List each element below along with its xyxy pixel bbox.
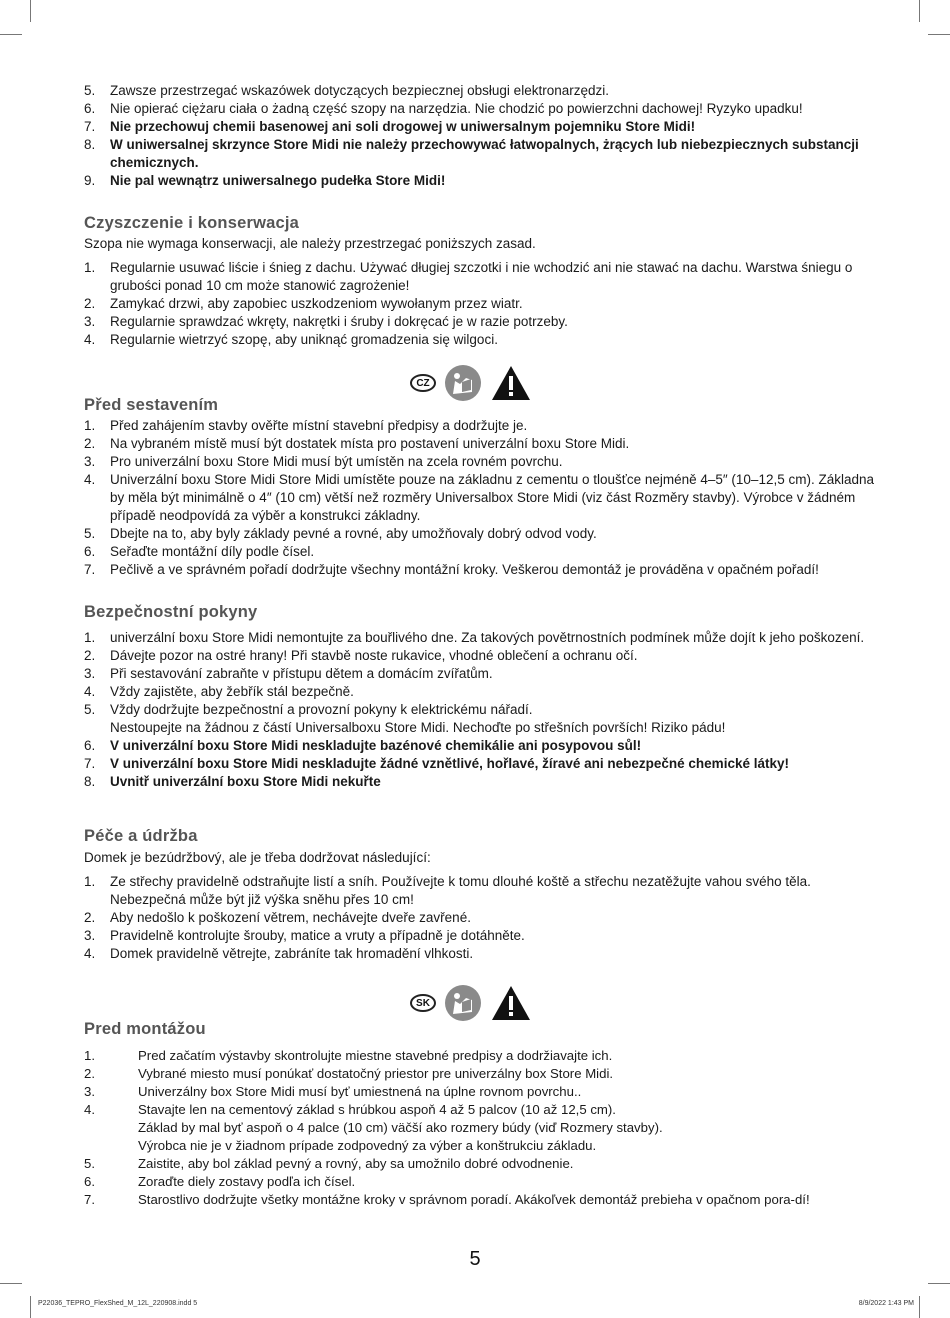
item-number: 1.: [84, 874, 96, 889]
item-text: Dbejte na to, aby byly základy pevné a rovné, aby umožňovaly dobrý odvod vody.: [110, 526, 597, 541]
crop-mark: [919, 1296, 920, 1318]
list-item: [84, 453, 884, 471]
sk-assembly-section: [84, 1020, 884, 1209]
section-intro: Domek je bezúdržbový, ale je třeba dodržovat následující:: [84, 850, 431, 865]
list-item: [84, 701, 884, 737]
list-item: [84, 629, 884, 647]
item-number: 3.: [84, 666, 96, 681]
item-number: 3.: [84, 928, 96, 943]
item-number: 3.: [84, 1084, 95, 1099]
item-text: Seřaďte montážní díly podle čísel.: [110, 544, 315, 559]
page-number: 5: [469, 1248, 481, 1270]
section-title: Péče a údržba: [84, 827, 198, 845]
item-number: 2.: [84, 1066, 95, 1081]
item-text: Regularnie sprawdzać wkręty, nakrętki i śruby i dokręcać je w razie potrzeby.: [110, 314, 568, 329]
list-item: [84, 118, 884, 136]
list-item: [84, 1173, 884, 1191]
item-text: Vždy dodržujte bezpečnostní a provozní pokyny k elektrickému nářadí.: [110, 702, 533, 717]
pl-care-list: [84, 259, 884, 349]
section-title: Bezpečnostní pokyny: [84, 603, 258, 621]
item-text: Vždy zajistěte, aby žebřík stál bezpečně.: [110, 684, 354, 699]
list-item: [84, 737, 884, 755]
item-continuation: Výrobca nie je v žiadnom prípade zodpovedný za výber a konštrukciu základu.: [138, 1138, 597, 1153]
list-item: [84, 471, 884, 525]
item-text: Pravidelně kontrolujte šrouby, matice a vruty a případně je dotáhněte.: [110, 928, 525, 943]
item-number: 8.: [84, 774, 96, 789]
crop-mark: [928, 34, 950, 35]
item-number: 1.: [84, 260, 96, 275]
item-text: Zaistite, aby bol základ pevný a rovný, aby sa umožnilo dobré odvodnenie.: [138, 1156, 574, 1171]
section-title: Před sestavením: [84, 396, 219, 414]
item-text: Dávejte pozor na ostré hrany! Při stavbě noste rukavice, vhodné oblečení a ochranu očí.: [110, 648, 638, 663]
list-item: [84, 647, 884, 665]
list-item: [84, 313, 884, 331]
item-text: V univerzální boxu Store Midi neskladujte bazénové chemikálie ani posypovou sůl!: [110, 738, 642, 753]
item-number: 7.: [84, 1192, 95, 1207]
language-code-badge: CZ: [410, 374, 436, 392]
item-number: 2.: [84, 296, 96, 311]
list-item: [84, 1191, 884, 1209]
list-item: [84, 773, 884, 791]
footer-filename: P22036_TEPRO_FlexShed_M_12L_220908.indd 5: [38, 1300, 198, 1307]
list-item: [84, 755, 884, 773]
item-number: 2.: [84, 436, 96, 451]
crop-mark: [30, 0, 31, 22]
warning-icon: [490, 984, 532, 1022]
crop-mark: [30, 1296, 31, 1318]
item-text: Ze střechy pravidelně odstraňujte listí a sníh. Používejte k tomu dlouhé koště a střechu nezatěžujte vahou svého těla. Nebezpečná může být již výška sněhu přes 10 cm!: [110, 874, 811, 907]
item-number: 2.: [84, 910, 96, 925]
sk-assembly-list: [84, 1047, 884, 1209]
list-item: [84, 1155, 884, 1173]
list-item: [84, 927, 884, 945]
list-item: [84, 1083, 884, 1101]
item-number: 4.: [84, 946, 96, 961]
list-item: [84, 543, 884, 561]
item-number: 3.: [84, 314, 96, 329]
list-item: [84, 417, 884, 435]
list-item: [84, 561, 884, 579]
crop-mark: [0, 34, 22, 35]
cz-assembly-section: [84, 396, 884, 579]
item-text: univerzální boxu Store Midi nemontujte za bouřlivého dne. Za takových povětrnostních podmínek může dojít k jeho poškození.: [110, 630, 865, 645]
list-item: [84, 331, 884, 349]
item-number: 9.: [84, 173, 96, 188]
item-number: 6.: [84, 1174, 95, 1189]
cz-care-section: [84, 827, 884, 963]
item-number: 1.: [84, 418, 96, 433]
item-text: Pro univerzální boxu Store Midi musí být umístěn na zcela rovném povrchu.: [110, 454, 563, 469]
list-item: [84, 259, 884, 295]
item-text: Zoraďte diely zostavy podľa ich čísel.: [138, 1174, 356, 1189]
item-number: 6.: [84, 101, 96, 116]
item-text: Nie pal wewnątrz uniwersalnego pudełka Store Midi!: [110, 173, 446, 188]
crop-mark: [928, 1283, 950, 1284]
item-number: 4.: [84, 472, 96, 487]
cz-safety-section: [84, 603, 884, 791]
item-continuation: Nestoupejte na žádnou z částí Universalboxu Store Midi. Nechoďte po střešních površích! Riziko pádu!: [110, 720, 726, 735]
item-text: Uvnitř univerzální boxu Store Midi nekuřte: [110, 774, 381, 789]
list-item: [84, 100, 884, 118]
list-item: [84, 665, 884, 683]
item-number: 7.: [84, 562, 96, 577]
cz-care-list: [84, 873, 884, 963]
cz-assembly-list: [84, 417, 884, 579]
item-text: Pred začatím výstavby skontrolujte miestne stavebné predpisy a dodržiavajte ich.: [138, 1048, 613, 1063]
item-text: Nie przechowuj chemii basenowej ani soli drogowej w uniwersalnym pojemniku Store Midi!: [110, 119, 696, 134]
item-text: Vybrané miesto musí ponúkať dostatočný priestor pre univerzálny box Store Midi.: [138, 1066, 614, 1081]
item-number: 2.: [84, 648, 96, 663]
item-text: Při sestavování zabraňte v přístupu dětem a domácím zvířatům.: [110, 666, 493, 681]
read-manual-icon: [444, 984, 482, 1022]
list-item: [84, 435, 884, 453]
item-text: Před zahájením stavby ověřte místní stavební předpisy a dodržujte je.: [110, 418, 528, 433]
pl-safety-continued: [84, 82, 884, 190]
item-number: 6.: [84, 544, 96, 559]
list-item: [84, 909, 884, 927]
pl-safety-list: [84, 82, 884, 190]
item-text: Starostlivo dodržujte všetky montážne kroky v správnom poradí. Akákoľvek demontáž prebieha v opačnom pora-dí!: [138, 1192, 810, 1207]
item-number: 6.: [84, 738, 96, 753]
item-continuation: Základ by mal byť aspoň o 4 palce (10 cm) väčší ako rozmery búdy (viď Rozmery stavby).: [138, 1120, 663, 1135]
list-item: [84, 82, 884, 100]
item-number: 1.: [84, 630, 96, 645]
list-item: [84, 945, 884, 963]
item-text: Stavajte len na cementový základ s hrúbkou aspoň 4 až 5 palcov (10 až 12,5 cm).: [138, 1102, 616, 1117]
item-text: Univerzální boxu Store Midi Store Midi umístěte pouze na základnu z cementu o tloušťce nejméně 4–5″ (10–12,5 cm). Základna by měla být minimálně o 4″ (10 cm) větší než rozměry Universalbox Store Midi (viz část Rozměry stavby). Výrobce v žádném případě neodpovídá za výběr a konstrukci základny.: [110, 472, 874, 523]
item-text: Zamykać drzwi, aby zapobiec uszkodzeniom wywołanym przez wiatr.: [110, 296, 523, 311]
item-text: Aby nedošlo k poškození větrem, nechávejte dveře zavřené.: [110, 910, 471, 925]
list-item: [84, 1065, 884, 1083]
section-title: Pred montážou: [84, 1020, 206, 1038]
pl-care-section: [84, 214, 884, 349]
item-text: Zawsze przestrzegać wskazówek dotyczących bezpiecznej obsługi elektronarzędzi.: [110, 83, 609, 98]
cz-safety-list: [84, 629, 884, 791]
item-text: V univerzální boxu Store Midi neskladujte žádné vznětlivé, hořlavé, žíravé ani nebezpečné chemické látky!: [110, 756, 789, 771]
item-text: Pečlivě a ve správném pořadí dodržujte všechny montážní kroky. Veškerou demontáž je prováděna v opačném pořadí!: [110, 562, 819, 577]
list-item: [84, 1047, 884, 1065]
item-number: 1.: [84, 1048, 95, 1063]
item-text: Domek pravidelně větrejte, zabráníte tak hromadění vlhkosti.: [110, 946, 474, 961]
item-text: Nie opierać ciężaru ciała o żadną część szopy na narzędzia. Nie chodzić po powierzchni dachowej! Ryzyko upadku!: [110, 101, 803, 116]
list-item: [84, 295, 884, 313]
list-item: [84, 525, 884, 543]
crop-mark: [919, 0, 920, 22]
list-item: [84, 683, 884, 701]
item-number: 5.: [84, 1156, 95, 1171]
list-item: [84, 172, 884, 190]
sk-icon-row: [410, 984, 532, 1022]
crop-mark: [0, 1283, 22, 1284]
item-number: 3.: [84, 454, 96, 469]
item-number: 5.: [84, 83, 96, 98]
item-text: Na vybraném místě musí být dostatek místa pro postavení univerzální boxu Store Midi.: [110, 436, 630, 451]
list-item: [84, 873, 884, 909]
list-item: [84, 136, 884, 172]
item-number: 7.: [84, 119, 96, 134]
item-text: Regularnie wietrzyć szopę, aby uniknąć gromadzenia się wilgoci.: [110, 332, 498, 347]
section-intro: Szopa nie wymaga konserwacji, ale należy przestrzegać poniższych zasad.: [84, 236, 536, 251]
language-code-badge: SK: [410, 994, 436, 1012]
item-number: 5.: [84, 702, 96, 717]
item-number: 4.: [84, 332, 96, 347]
footer-timestamp: 8/9/2022 1:43 PM: [858, 1300, 914, 1307]
item-number: 5.: [84, 526, 96, 541]
item-number: 8.: [84, 137, 96, 152]
item-text: Regularnie usuwać liście i śnieg z dachu. Używać długiej szczotki i nie wchodzić ani nie stawać na dachu. Warstwa śniegu o grubości ponad 10 cm może stanowić zagrożenie!: [110, 260, 853, 293]
item-number: 7.: [84, 756, 96, 771]
section-title: Czyszczenie i konserwacja: [84, 214, 300, 232]
item-number: 4.: [84, 684, 96, 699]
item-text: W uniwersalnej skrzynce Store Midi nie należy przechowywać łatwopalnych, żrących lub niebezpiecznych substancji chemicznych.: [110, 137, 859, 170]
list-item: [84, 1101, 884, 1155]
item-number: 4.: [84, 1102, 95, 1117]
item-text: Univerzálny box Store Midi musí byť umiestnená na úplne rovnom povrchu..: [138, 1084, 582, 1099]
